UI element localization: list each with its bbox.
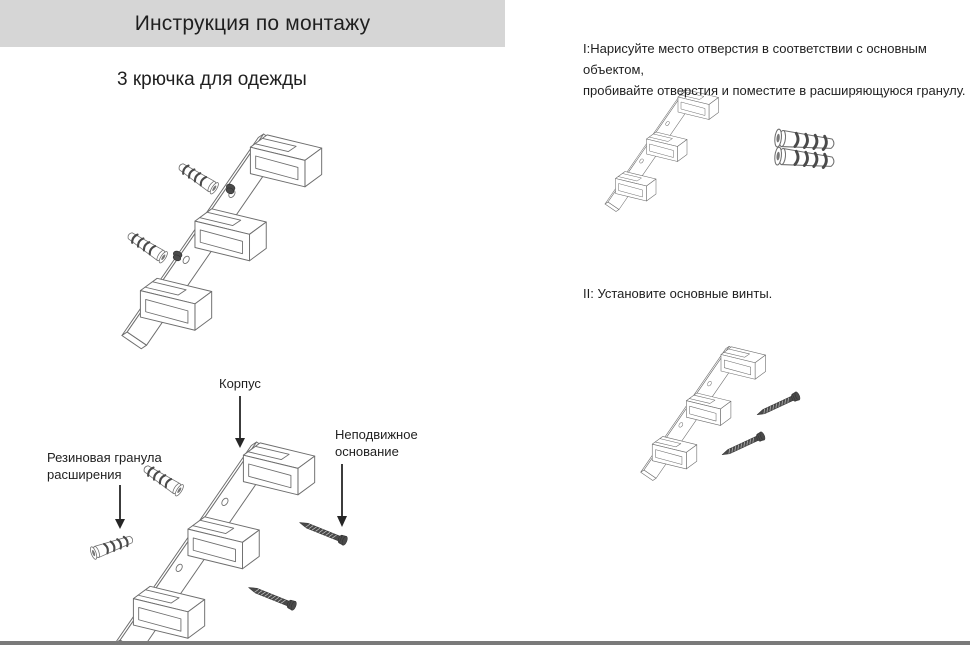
label-rubber-plug-line2: расширения [47,467,122,482]
product-subtitle: 3 крючка для одежды [117,69,307,90]
label-fixed-base-line2: основание [335,444,399,459]
step1-text-line2: пробивайте отверстия и поместите в расширяющуюся гранулу. [583,83,966,98]
label-fixed-base [335,426,418,460]
label-korpus: Корпус [219,376,261,391]
label-rubber-plug [47,449,162,483]
dowel-icon [89,533,135,560]
mounting-plate-with-hooks [605,90,719,212]
label-rubber-plug-line1: Резиновая гранула [47,450,162,465]
label-fixed-base-line1: Неподвижное [335,427,418,442]
exploded-parts-diagram [89,396,348,645]
step2-diagram [641,346,801,480]
dowel-icon [125,229,169,264]
step1-text-line1: I:Нарисуйте место отверстия в соответствии с основным объектом, [583,41,927,77]
page-edge-strip [0,641,970,645]
assembled-hooks-diagram [122,134,322,349]
mounting-plate-with-hooks [122,134,322,349]
step1-text [583,38,970,101]
fixed-base-arrow-icon [337,464,347,527]
dowel-icon [176,160,220,195]
korpus-arrow-icon [235,396,245,448]
page-title: Инструкция по монтажу [134,11,371,35]
mounting-plate-with-hooks [641,346,766,480]
screw-icon [755,391,801,419]
step1-diagram [605,90,835,212]
screw-icon [720,431,766,459]
step2-text: II: Установите основные винты. [583,286,773,301]
screw-icon [247,583,298,611]
rubber-plug-arrow-icon [115,485,125,529]
dowel-icon [774,147,835,171]
